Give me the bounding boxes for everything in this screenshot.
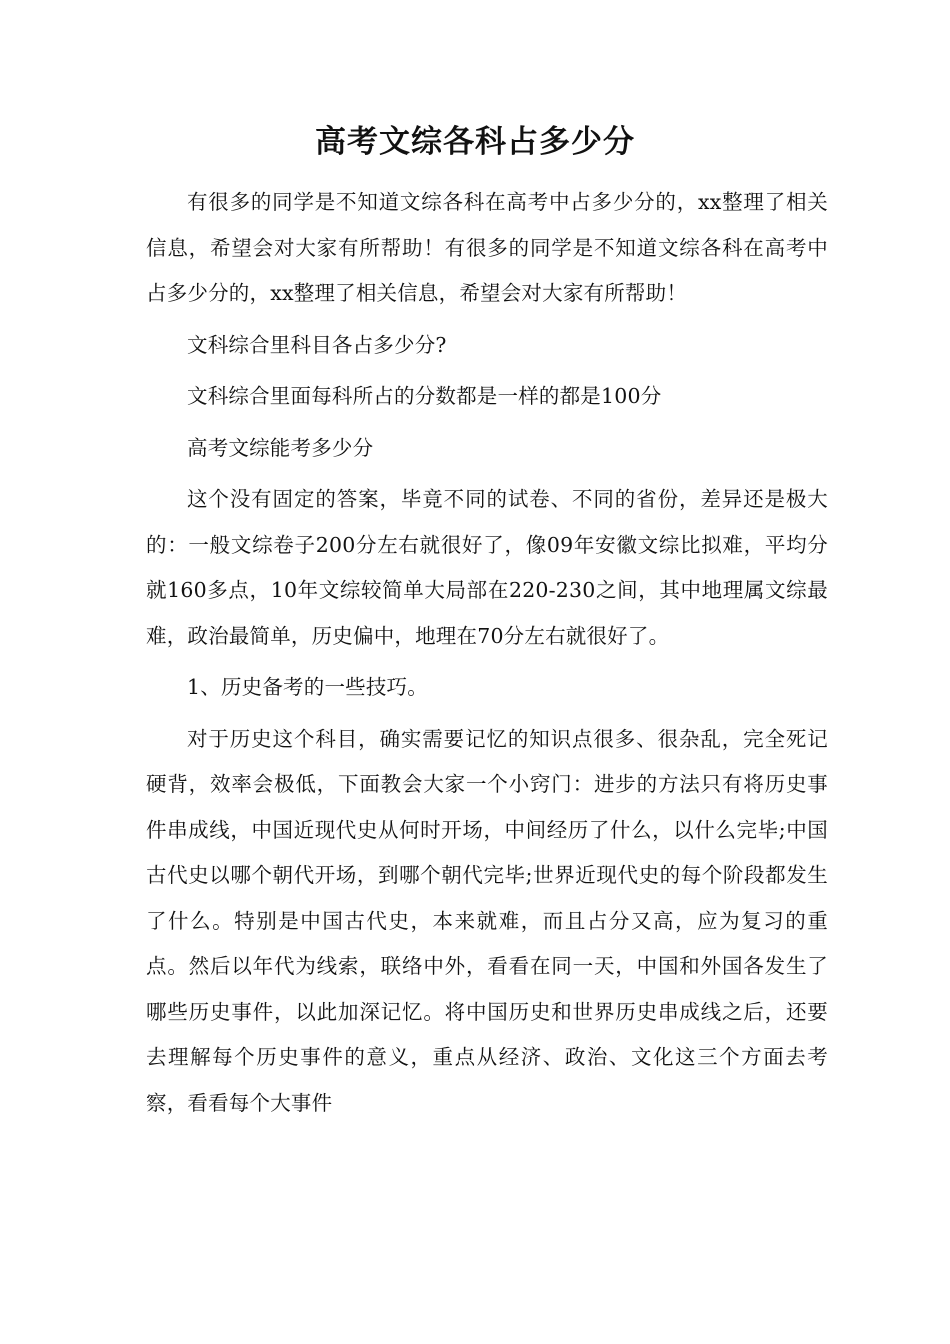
paragraph-question-subject-scores: 文科综合里科目各占多少分?	[187, 332, 447, 357]
paragraph-intro: 有很多的同学是不知道文综各科在高考中占多少分的，xx整理了相关信息，希望会对大家有所帮助！有很多的同学是不知道文综各科在高考中占多少分的，xx整理了相关信息，希望会对大家有所帮助！	[146, 190, 828, 305]
paragraph-answer-subject-scores: 文科综合里面每科所占的分数都是一样的都是100分	[187, 384, 662, 408]
paragraph-heading-expected-score: 高考文综能考多少分	[187, 435, 374, 460]
paragraph-history-tips-detail: 对于历史这个科目，确实需要记忆的知识点很多、很杂乱，完全死记硬背，效率会极低，下面教会大家一个小窍门：进步的方法只有将历史事件串成线，中国近现代史从何时开场，中间经历了什么，以什么完毕;中国古代史以哪个朝代开场，到哪个朝代完毕;世界近现代史的每个阶段都发生了什么。特别是中国古代史，本来就难，而且占分又高，应为复习的重点。然后以年代为线索，联络中外，看看在同一天，中国和外国各发生了哪些历史事件，以此加深记忆。将中国历史和世界历史串成线之后，还要去理解每个历史事件的意义，重点从经济、政治、文化这三个方面去考察，看看每个大事件	[146, 726, 828, 1115]
document-body	[146, 180, 828, 1132]
paragraph-expected-score-detail: 这个没有固定的答案，毕竟不同的试卷、不同的省份，差异还是极大的：一般文综卷子200分左右就很好了，像09年安徽文综比拟难，平均分就160多点，10年文综较简单大局部在220-230之间，其中地理属文综最难，政治最简单，历史偏中，地理在70分左右就很好了。	[146, 487, 828, 648]
paragraph-history-tips-heading: 1、历史备考的一些技巧。	[187, 675, 428, 699]
document-title: 高考文综各科占多少分	[315, 124, 635, 160]
